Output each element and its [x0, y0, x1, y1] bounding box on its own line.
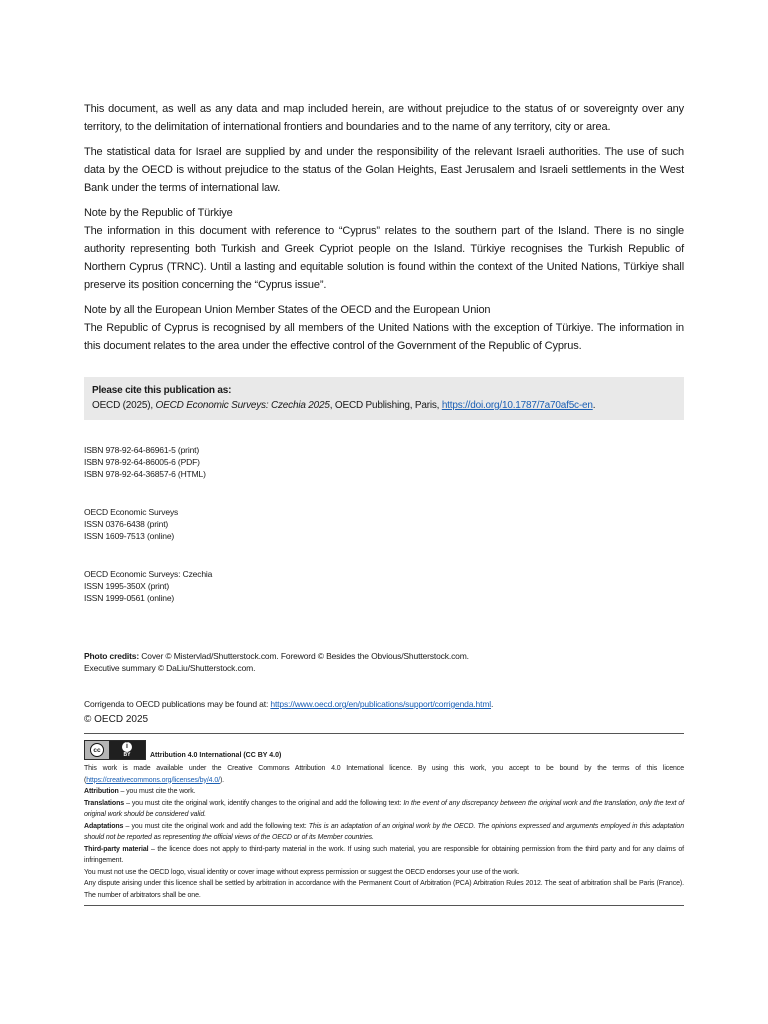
isbn-pdf: ISBN 978-92-64-86005-6 (PDF) — [84, 457, 200, 467]
corrigenda-note — [84, 698, 684, 710]
license-dispute: Any dispute arising under this licence shall be settled by arbitration in accordance with the Permanent Court of Arbitration (PCA) Arbitration Rules 2012. The seat of arbitration shall be Paris (France). The number of arbitrators shall be one. — [84, 880, 684, 899]
photo-credits — [84, 650, 684, 674]
license-intro-text: This work is made available under the Creative Commons Attribution 4.0 International licence. By using this work, you accept to be bound by the terms of this licence ( — [84, 765, 684, 784]
photo-credits-label: Photo credits: — [84, 651, 140, 661]
turkiye-note-text: The information in this document with reference to “Cyprus” relates to the southern part of the Island. There is no single authority representing both Turkish and Greek Cypriot people on the Island. Türkiye recognises the Turkish Republic of Northern Cyprus (TRNC). Until a lasting and equitable solution is found within the context of the United Nations, Türkiye shall preserve its position concerning the “Cyprus issue”. — [84, 225, 684, 291]
by-label: BY — [123, 752, 131, 758]
issn-online: ISSN 1609-7513 (online) — [84, 531, 175, 541]
adaptations-italic: This is an adaptation of an original work by the OECD. The opinions expressed and arguments employed in this adaptation should not be reported as representing the official views of the OECD or of its Member countries. — [84, 822, 685, 841]
citation-text — [92, 398, 676, 413]
turkiye-note-heading: Note by the Republic of Türkiye — [84, 207, 233, 219]
person-icon: i — [122, 742, 132, 752]
adaptations-text: – you must cite the original work and add the following text: — [123, 822, 309, 830]
issn-print: ISSN 1995-350X (print) — [84, 581, 170, 591]
license-terms — [84, 763, 684, 901]
cc-by-badge — [84, 740, 146, 760]
third-party-text: – the licence does not apply to third-party material in the work. If using such material, you are responsible for obtaining permission from the third party and for any claims of infringement. — [84, 845, 685, 864]
series-title: OECD Economic Surveys — [84, 507, 179, 517]
license-header — [84, 740, 684, 760]
citation-prefix: OECD (2025), — [92, 400, 156, 411]
disclaimer-israel: The statistical data for Israel are supplied by and under the responsibility of the relevant Israeli authorities. The use of such data by the OECD is without prejudice to the status of the Golan Heights, East Jerusalem and Israeli settlements in the West Bank under the terms of international law. — [84, 146, 684, 194]
translations-text: – you must cite the original work, identify changes to the original and add the following text: — [124, 799, 404, 807]
citation-title: OECD Economic Surveys: Czechia 2025 — [155, 400, 330, 411]
divider-bottom — [84, 905, 684, 906]
isbn-html: ISBN 978-92-64-36857-6 (HTML) — [84, 469, 206, 479]
corrigenda-text: Corrigenda to OECD publications may be found at: — [84, 699, 271, 709]
license-intro-end: ). — [219, 776, 225, 784]
corrigenda-link[interactable]: https://www.oecd.org/en/publications/support/corrigenda.html — [270, 699, 491, 709]
citation-suffix: . — [592, 400, 596, 411]
citation-publisher: , OECD Publishing, Paris, — [329, 400, 442, 411]
photo-credits-line2: Executive summary © DaLiu/Shutterstock.com. — [84, 663, 256, 673]
citation-heading: Please cite this publication as: — [92, 385, 232, 396]
license-third-party — [84, 844, 684, 867]
attribution-label: Attribution — [84, 788, 119, 795]
license-adaptations — [84, 821, 684, 844]
translations-label: Translations — [84, 799, 125, 807]
third-party-label: Third-party material — [84, 845, 149, 853]
copyright-notice: © OECD 2025 — [84, 714, 149, 725]
series-title: OECD Economic Surveys: Czechia — [84, 569, 213, 579]
citation-doi-link[interactable]: https://doi.org/10.1787/7a70af5c-en — [441, 400, 593, 411]
eu-note — [84, 301, 684, 355]
photo-credits-text: Cover © Mistervlad/Shutterstock.com. Foreword © Besides the Obvious/Shutterstock.com. — [139, 651, 469, 661]
attribution-text: – you must cite the work. — [118, 788, 196, 795]
citation-box — [84, 377, 684, 420]
adaptations-label: Adaptations — [84, 822, 124, 830]
license-intro — [84, 763, 684, 786]
by-attribution-icon — [109, 741, 145, 759]
disclaimer-territory: This document, as well as any data and map included herein, are without prejudice to the status of or sovereignty over any territory, to the delimitation of international frontiers and boundaries and to the name of any territory, city or area. — [84, 103, 684, 133]
issn-online: ISSN 1999-0561 (online) — [84, 593, 175, 603]
license-url-link[interactable]: https://creativecommons.org/licenses/by/4.0/ — [86, 776, 220, 784]
issn-print: ISSN 0376-6438 (print) — [84, 519, 169, 529]
corrigenda-suffix: . — [491, 699, 494, 709]
eu-note-heading: Note by all the European Union Member States of the OECD and the European Union — [84, 304, 491, 316]
cc-logo-icon — [85, 741, 109, 759]
isbn-list — [84, 444, 684, 480]
license-translations — [84, 798, 684, 821]
series-oecd-economic-surveys — [84, 506, 684, 542]
series-czechia — [84, 568, 684, 604]
turkiye-note — [84, 204, 684, 294]
isbn-print: ISBN 978-92-64-86961-5 (print) — [84, 445, 200, 455]
translations-italic: In the event of any discrepancy between the original work and the translation, only the text of original work should be considered valid. — [84, 799, 684, 818]
divider-top — [84, 733, 684, 734]
license-title: Attribution 4.0 International (CC BY 4.0) — [150, 752, 282, 759]
photo-credits-line1 — [84, 650, 684, 662]
eu-note-text: The Republic of Cyprus is recognised by all members of the United Nations with the exception of Türkiye. The information in this document relates to the area under the effective control of the Government of the Republic of Cyprus. — [84, 322, 684, 352]
license-logo-use: You must not use the OECD logo, visual identity or cover image without express permission or suggest the OECD endorses your use of the work. — [84, 868, 520, 876]
copyright-page — [84, 100, 684, 906]
license-attribution — [84, 786, 684, 798]
cc-circle-icon: cc — [90, 743, 104, 757]
